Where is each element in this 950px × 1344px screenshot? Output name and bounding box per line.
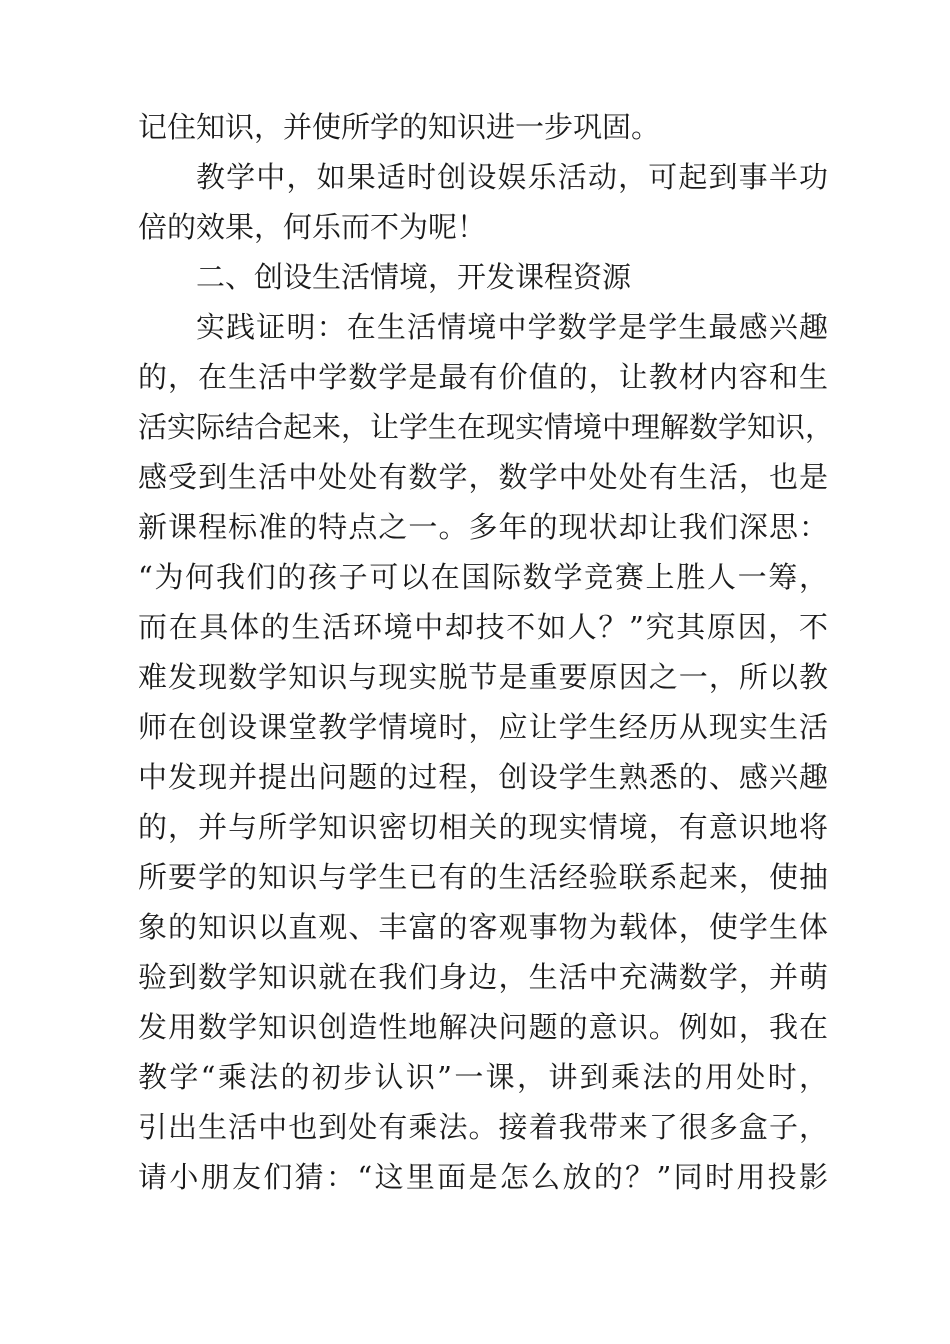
text-line: 发用数学知识创造性地解决问题的意识。例如，我在: [138, 1010, 828, 1044]
section-heading: 二、创设生活情境，开发课程资源: [196, 260, 632, 294]
text-line: 象的知识以直观、丰富的客观事物为载体，使学生体: [138, 910, 828, 944]
text-line: 的，在生活中学数学是最有价值的，让教材内容和生: [138, 360, 828, 394]
text-line: 活实际结合起来，让学生在现实情境中理解数学知识，: [138, 410, 835, 444]
text-line: 的，并与所学知识密切相关的现实情境，有意识地将: [138, 810, 828, 844]
text-line: 师在创设课堂教学情境时，应让学生经历从现实生活: [138, 710, 828, 744]
text-line: 记住知识，并使所学的知识进一步巩固。: [138, 110, 661, 144]
text-line: 引出生活中也到处有乘法。接着我带来了很多盒子，: [138, 1110, 828, 1144]
text-line: 验到数学知识就在我们身边，生活中充满数学，并萌: [138, 960, 828, 994]
text-line: 而在具体的生活环境中却技不如人？”究其原因，不: [138, 610, 828, 644]
text-line: 请小朋友们猜：“这里面是怎么放的？”同时用投影: [138, 1160, 828, 1194]
text-line: 所要学的知识与学生已有的生活经验联系起来，使抽: [138, 860, 828, 894]
body-text: [138, 102, 835, 1202]
text-line: 中发现并提出问题的过程，创设学生熟悉的、感兴趣: [138, 760, 828, 794]
text-line: 难发现数学知识与现实脱节是重要原因之一，所以教: [138, 660, 828, 694]
text-line: “为何我们的孩子可以在国际数学竞赛上胜人一筹，: [138, 560, 828, 594]
text-line: 教学“乘法的初步认识”一课，讲到乘法的用处时，: [138, 1060, 828, 1094]
text-line: 新课程标准的特点之一。多年的现状却让我们深思：: [138, 510, 828, 544]
text-line: 倍的效果，何乐而不为呢！: [138, 210, 487, 244]
text-line: 实践证明：在生活情境中学数学是学生最感兴趣: [196, 310, 828, 344]
text-line: 感受到生活中处处有数学，数学中处处有生活，也是: [138, 460, 828, 494]
text-line: 教学中，如果适时创设娱乐活动，可起到事半功: [196, 160, 828, 194]
